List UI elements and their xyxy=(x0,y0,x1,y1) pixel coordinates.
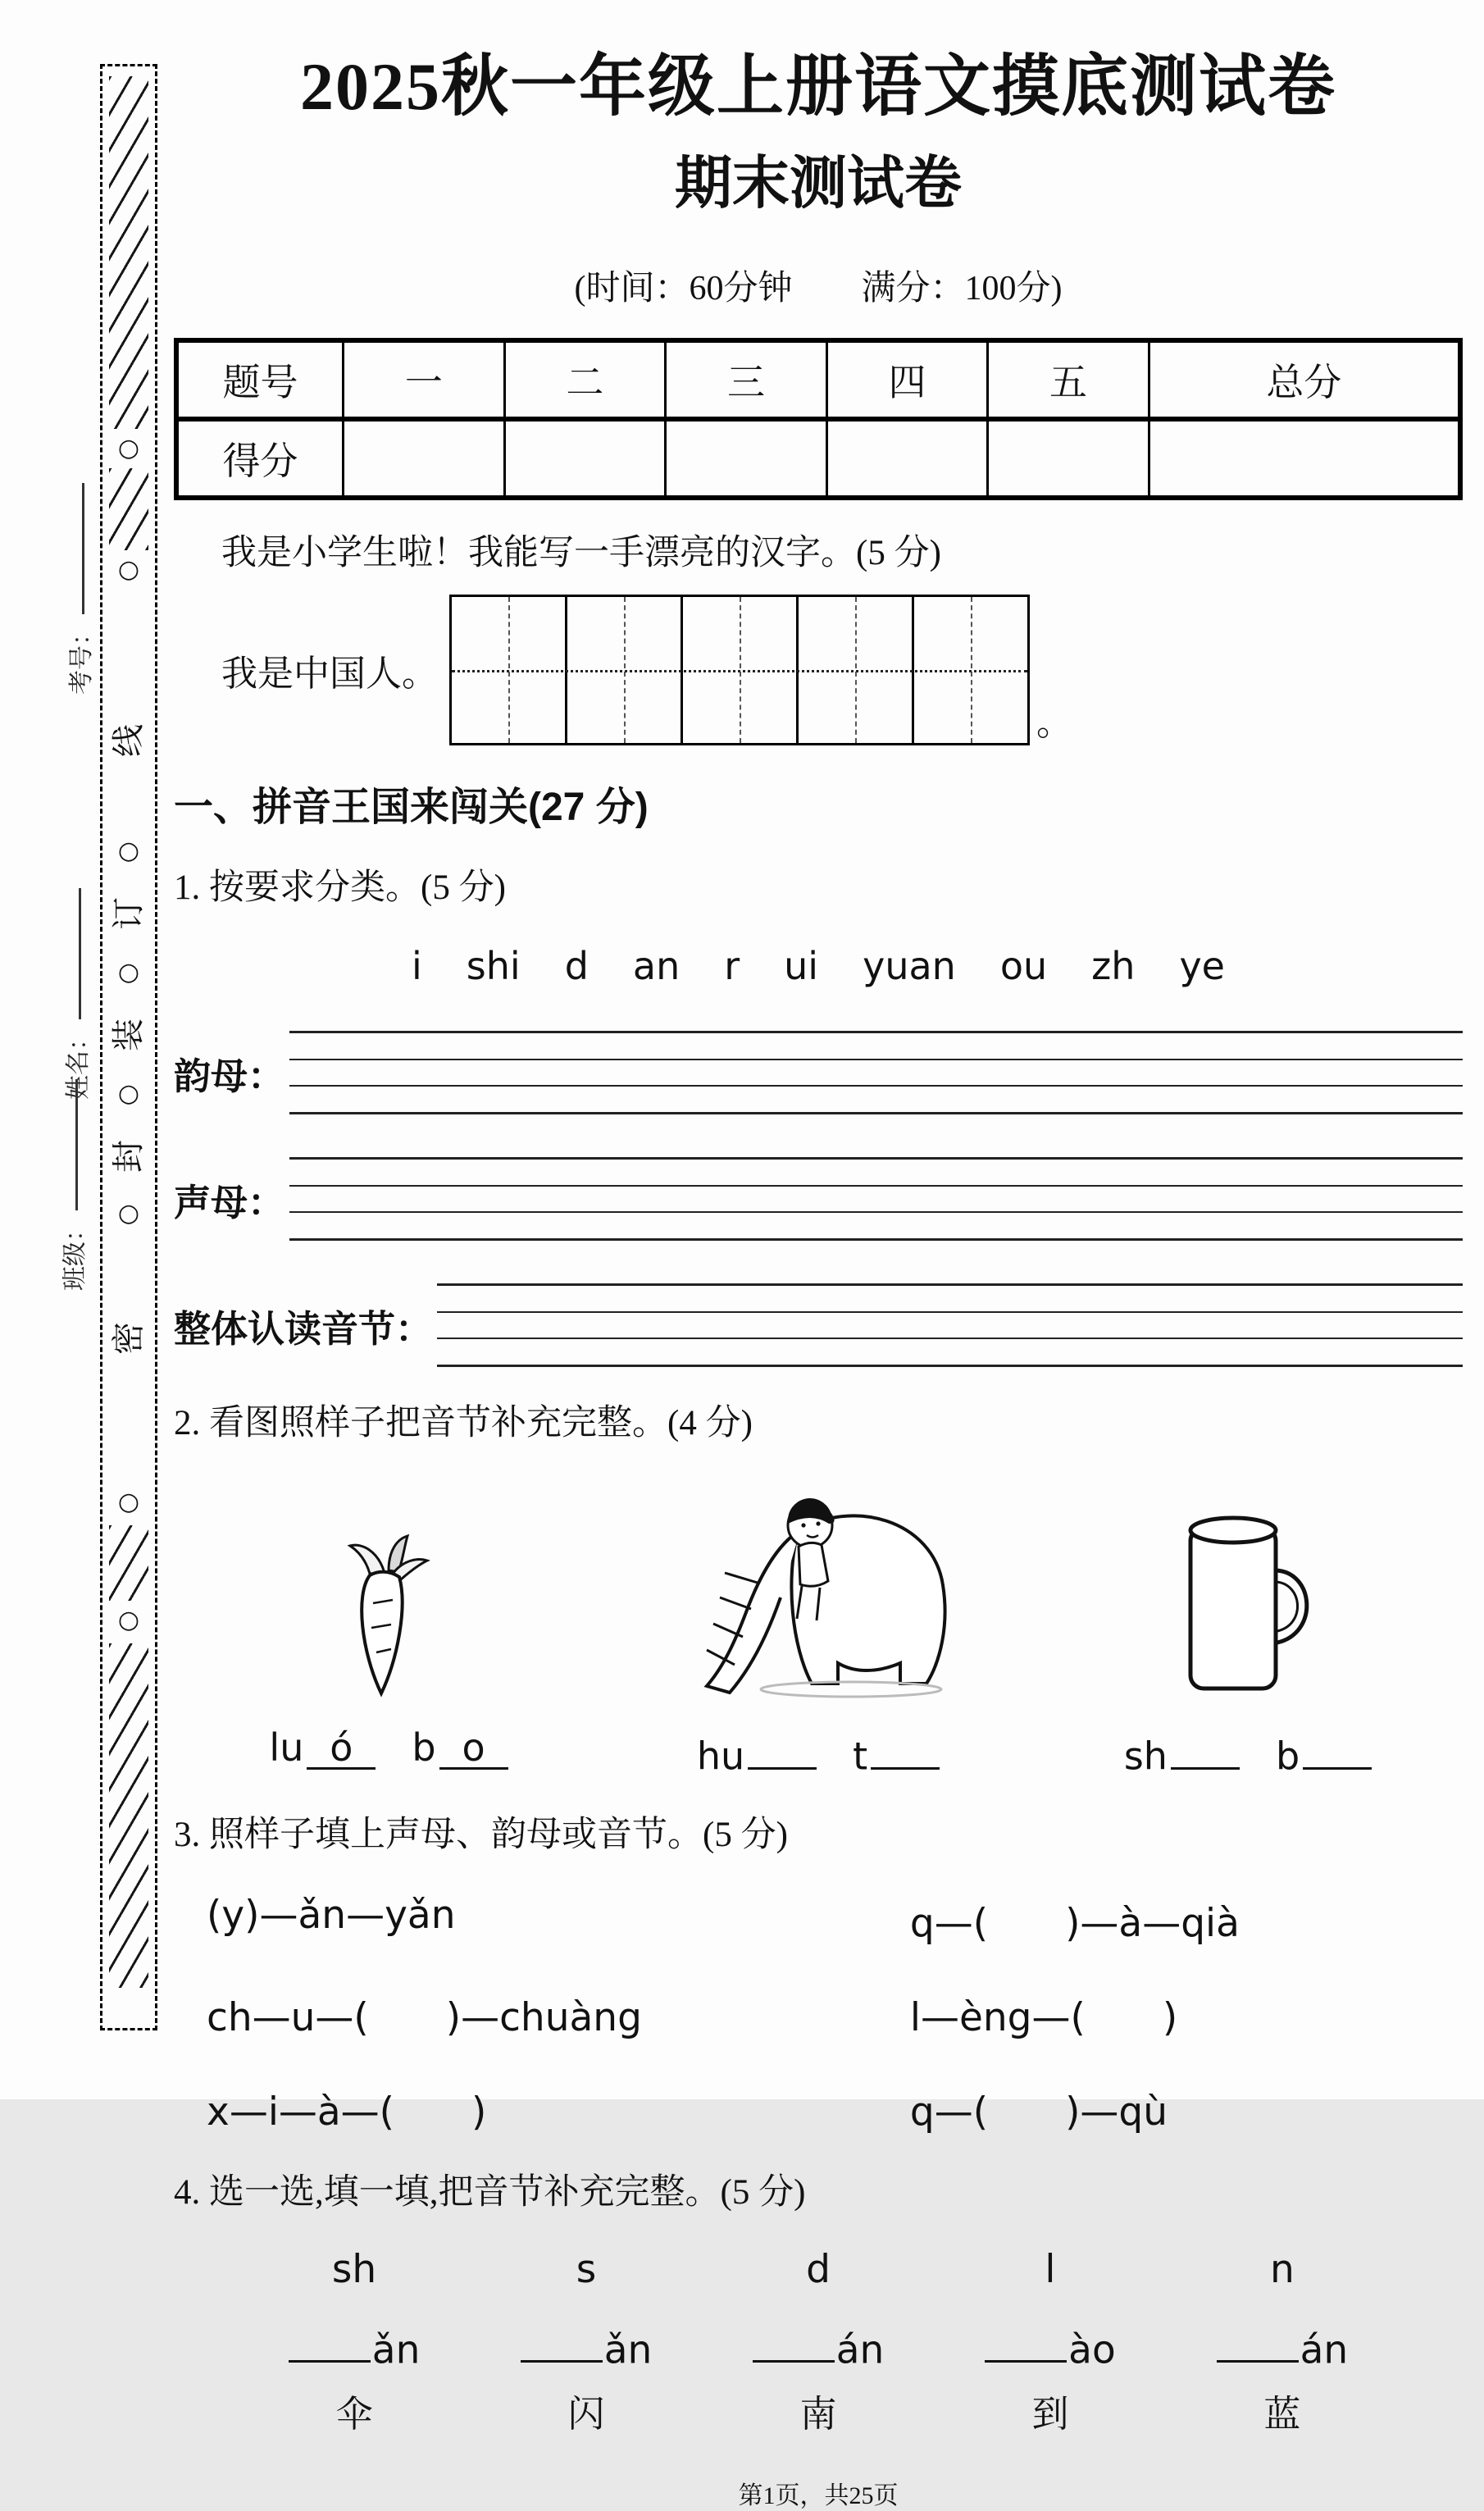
seal-circle: ○ xyxy=(117,958,140,987)
syllable-blank: o xyxy=(439,1725,508,1770)
syllable-prefix: hu xyxy=(696,1734,745,1779)
final-text: ǎn xyxy=(371,2327,421,2373)
writing-grid xyxy=(449,595,1030,745)
letter-item: yuan xyxy=(863,944,956,988)
trailing-period: 。 xyxy=(1036,703,1072,743)
section-one-heading: 一、拼音王国来闯关(27 分) xyxy=(174,786,649,829)
exam-number-text: 考号： xyxy=(68,621,95,695)
syllable-prefix: b xyxy=(1275,1734,1300,1779)
whole-syllables-answer-row xyxy=(174,1283,1463,1367)
question-2-label: 2. 看图照样子把音节补充完整。(4 分) xyxy=(174,1404,753,1442)
question-3-items xyxy=(174,1893,1463,2136)
mug-image xyxy=(1033,1503,1463,1704)
spelling-item: l—èng—( ) xyxy=(909,1994,1178,2040)
hatch-marks xyxy=(109,1525,148,1601)
initial-blank xyxy=(985,2318,1067,2363)
spelling-item: q—( )—à—qià xyxy=(909,1900,1240,1946)
initials-answer-row xyxy=(174,1157,1463,1241)
spelling-item: (y)—ǎn—yǎn xyxy=(207,1892,456,1938)
writing-grid-cell xyxy=(914,597,1027,743)
writing-grid-cell xyxy=(683,597,799,743)
student-name-blank-line xyxy=(79,888,81,1019)
seal-char-xian: 线 xyxy=(110,724,147,757)
target-character: 南 xyxy=(799,2394,837,2436)
elephant-slide-image xyxy=(603,1474,1033,1704)
question-4-options xyxy=(239,2247,1399,2292)
score-table xyxy=(174,338,1463,500)
seal-char-zhuang: 装 xyxy=(110,1019,147,1051)
question-4-label: 4. 选一选,填一填,把音节补充完整。(5 分) xyxy=(174,2172,806,2212)
target-character: 蓝 xyxy=(1263,2394,1301,2436)
letter-item: shi xyxy=(466,944,521,988)
letter-item: d xyxy=(564,944,589,988)
score-table-value-row xyxy=(176,419,1460,498)
seal-binding-strip xyxy=(100,64,157,2030)
spelling-item: ch—u—( )—chuàng xyxy=(207,1994,642,2040)
question-2-pictures xyxy=(174,1474,1463,1704)
letter-item: an xyxy=(632,944,681,988)
syllable-prefix: lu xyxy=(269,1725,304,1770)
seal-char-ding: 订 xyxy=(110,897,147,930)
letter-item: ui xyxy=(784,944,819,988)
seal-circle: ○ xyxy=(117,1606,140,1634)
writing-grid-cell xyxy=(452,597,567,743)
finals-label: 韵母： xyxy=(174,1055,285,1097)
seal-circle: ○ xyxy=(117,1079,140,1108)
letter-item: zh xyxy=(1091,944,1136,988)
score-header-cell: 三 xyxy=(666,340,827,419)
initial-blank xyxy=(1217,2318,1299,2363)
syllable-blank xyxy=(871,1725,940,1770)
option-initial: d xyxy=(806,2246,831,2292)
syllable-blank xyxy=(1303,1725,1372,1770)
class-blank-line xyxy=(75,1079,78,1210)
option-initial: sh xyxy=(331,2246,377,2292)
mug-syllables xyxy=(1033,1725,1463,1779)
score-header-cell: 一 xyxy=(344,340,505,419)
syllable-blank: ó xyxy=(307,1725,376,1770)
score-header-cell: 四 xyxy=(826,340,988,419)
handwriting-exercise xyxy=(174,595,1463,745)
question-3-label: 3. 照样子填上声母、韵母或音节。(5 分) xyxy=(174,1815,788,1854)
score-header-cell: 二 xyxy=(504,340,666,419)
final-text: ào xyxy=(1068,2327,1116,2373)
letter-item: r xyxy=(724,944,740,988)
initial-blank xyxy=(521,2318,603,2363)
seal-char-mi: 密 xyxy=(110,1322,147,1355)
seal-circle: ○ xyxy=(117,555,140,584)
syllable-prefix: b xyxy=(412,1725,436,1770)
sentence-text: 我是中国人。 xyxy=(221,654,438,694)
seal-char-feng: 封 xyxy=(110,1140,147,1173)
writing-grid-cell xyxy=(799,597,914,743)
final-text: ǎn xyxy=(603,2327,653,2373)
class-label xyxy=(54,1079,90,1291)
slide-syllables xyxy=(603,1725,1033,1779)
initial-blank xyxy=(289,2318,371,2363)
seal-circle: ○ xyxy=(117,1199,140,1228)
target-character: 闪 xyxy=(567,2394,605,2436)
spelling-item: x—i—à—( ) xyxy=(207,2089,487,2135)
score-row-label: 得分 xyxy=(176,419,344,498)
whole-syllables-label: 整体认读音节： xyxy=(174,1307,433,1350)
carrot-image xyxy=(174,1528,603,1704)
student-name-text: 姓名： xyxy=(65,1026,92,1100)
hatch-marks xyxy=(109,1643,148,1988)
seal-circle: ○ xyxy=(117,1488,140,1516)
option-initial: l xyxy=(1045,2246,1056,2292)
page-footer: 第1页，共25页 xyxy=(738,2482,899,2510)
four-line-staff xyxy=(437,1283,1463,1367)
seal-circle: ○ xyxy=(117,836,140,865)
carrot-syllables xyxy=(174,1725,603,1779)
question-1-label: 1. 按要求分类。(5 分) xyxy=(174,868,506,907)
final-text: án xyxy=(1300,2327,1349,2373)
initials-label: 声母： xyxy=(174,1181,285,1224)
score-cell xyxy=(344,419,505,498)
syllable-prefix: sh xyxy=(1123,1734,1168,1779)
score-header-cell: 总分 xyxy=(1149,340,1460,419)
option-initial: n xyxy=(1270,2246,1295,2292)
hatch-marks xyxy=(109,76,148,429)
option-initial: s xyxy=(576,2246,597,2292)
exam-meta: (时间：60分钟 满分：100分) xyxy=(574,270,1063,308)
letter-item: ye xyxy=(1179,944,1225,988)
question-4-blanks xyxy=(239,2318,1399,2373)
letter-item: ou xyxy=(999,944,1048,988)
target-character: 伞 xyxy=(335,2394,373,2436)
intro-prompt: 我是小学生啦！我能写一手漂亮的汉字。(5 分) xyxy=(221,534,941,572)
score-header-cell: 题号 xyxy=(176,340,344,419)
syllable-blank xyxy=(1171,1725,1240,1770)
spelling-item: q—( )—qù xyxy=(909,2089,1168,2135)
four-line-staff xyxy=(289,1031,1463,1114)
question-4-characters xyxy=(239,2384,1399,2437)
letter-item: i xyxy=(412,944,422,988)
final-text: án xyxy=(835,2327,885,2373)
exam-number-label xyxy=(61,483,97,695)
score-cell xyxy=(666,419,827,498)
score-cell xyxy=(988,419,1149,498)
seal-circle: ○ xyxy=(117,434,140,463)
exam-number-blank-line xyxy=(82,483,84,614)
syllable-prefix: t xyxy=(853,1734,868,1779)
score-table-header-row xyxy=(176,340,1460,419)
finals-answer-row xyxy=(174,1031,1463,1114)
initial-blank xyxy=(753,2318,835,2363)
four-line-staff xyxy=(289,1157,1463,1241)
class-text: 班级： xyxy=(61,1217,89,1291)
question-2-syllables xyxy=(174,1725,1463,1779)
score-cell xyxy=(1149,419,1460,498)
student-name-label xyxy=(57,888,93,1100)
syllable-blank xyxy=(748,1725,817,1770)
score-cell xyxy=(826,419,988,498)
score-cell xyxy=(504,419,666,498)
pinyin-letter-bank xyxy=(174,944,1463,988)
page-subtitle: 期末测试卷 xyxy=(675,153,962,216)
writing-grid-cell xyxy=(567,597,683,743)
hatch-marks xyxy=(109,468,148,550)
target-character: 到 xyxy=(1031,2394,1069,2436)
score-header-cell: 五 xyxy=(988,340,1149,419)
page-title: 2025秋一年级上册语文摸底测试卷 xyxy=(299,49,1336,124)
paper-body xyxy=(174,33,1463,2511)
